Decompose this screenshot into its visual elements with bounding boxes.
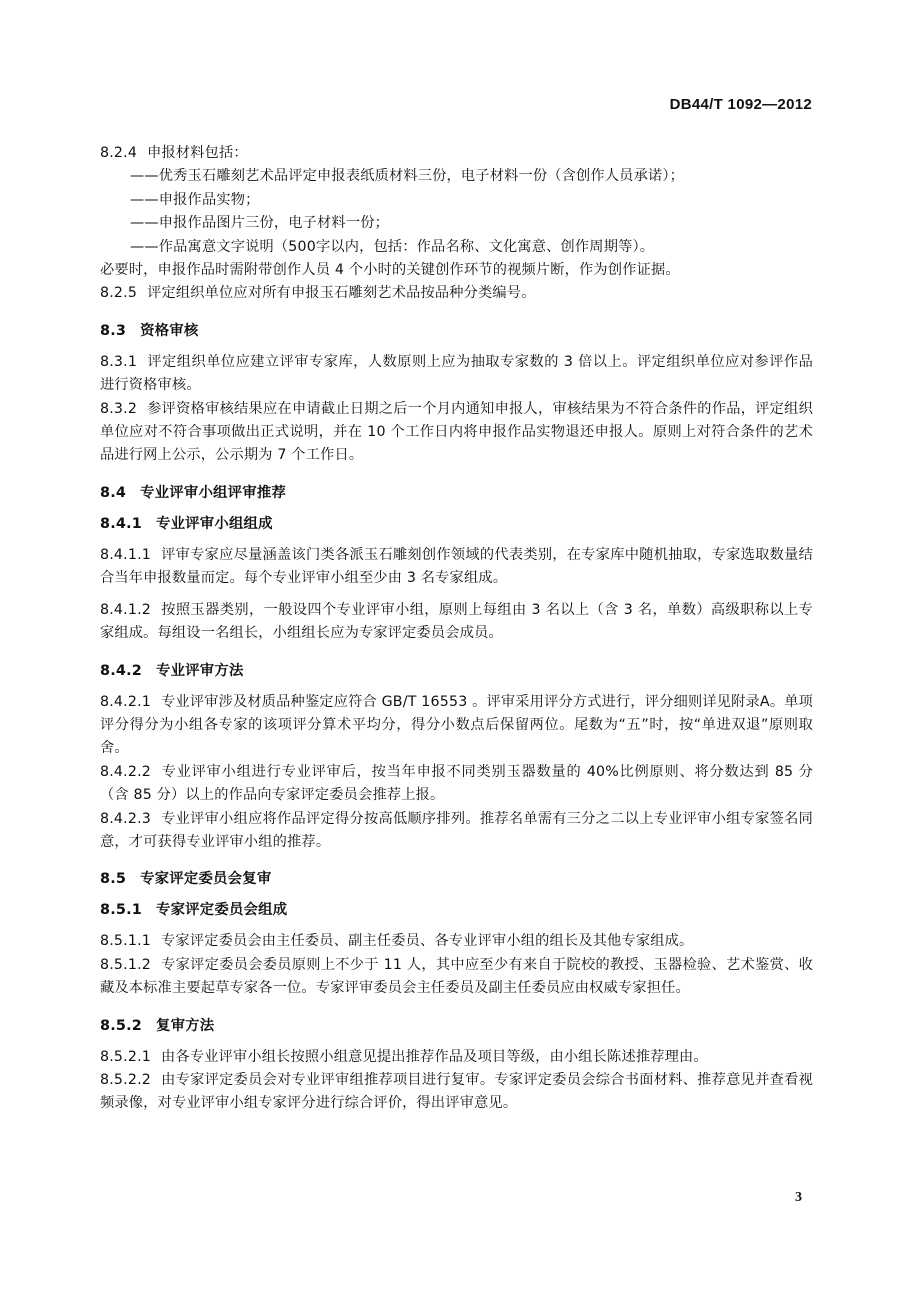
clause-8-5-1-1 (100, 930, 813, 953)
clause-8-5-2-1 (100, 1046, 813, 1069)
clause-text: 专业评审小组应将作品评定得分按高低顺序排列。推荐名单需有三分之二以上专业评审小组专家签名同意，才可获得专业评审小组的推荐。 (100, 810, 813, 850)
clause-number: 8.4.2.1 (100, 693, 152, 710)
heading-text: 专家评定委员会组成 (155, 902, 288, 919)
heading-8-4 (100, 482, 813, 505)
heading-text: 专业评审小组组成 (155, 515, 273, 532)
clause-number: 8.4.1.2 (100, 601, 152, 618)
heading-text: 资格审核 (140, 322, 199, 339)
clause-8-5-1-2 (100, 954, 813, 1001)
heading-text: 专家评定委员会复审 (140, 871, 272, 888)
clause-note: 必要时，申报作品时需附带创作人员 4 个小时的关键创作环节的视频片断，作为创作证据。 (100, 262, 680, 279)
clause-text: 专业评审涉及材质品种鉴定应符合 GB/T 16553 。评审采用评分方式进行，评分细则详见附录A。单项评分得分为小组各专家的该项评分算术平均分，得分小数点后保留两位。尾数为“五”时，按“单进双退”原则取舍。 (100, 693, 813, 757)
heading-8-3 (100, 320, 813, 343)
clause-text: 按照玉器类别，一般设四个专业评审小组，原则上每组由 3 名以上（含 3 名，单数）高级职称以上专家组成。每组设一名组长，小组组长应为专家评定委员会成员。 (100, 601, 813, 642)
clause-8-4-1-2 (100, 599, 813, 646)
heading-8-4-1 (100, 513, 813, 536)
heading-text: 专业评审方法 (155, 662, 244, 679)
clause-number: 8.2.4 (100, 145, 138, 161)
heading-8-5-2 (100, 1015, 813, 1038)
heading-number: 8.5.2 (100, 1017, 142, 1034)
list-item: ——优秀玉石雕刻艺术品评定申报表纸质材料三份，电子材料一份（含创作人员承诺）； (130, 168, 685, 185)
clause-number: 8.4.1.1 (100, 546, 152, 563)
clause-8-4-2-3 (100, 808, 813, 855)
heading-number: 8.5.1 (100, 902, 142, 919)
heading-number: 8.4.1 (100, 515, 142, 532)
clause-8-3-1 (100, 351, 813, 398)
heading-8-4-2 (100, 660, 813, 683)
clause-8-5-2-2 (100, 1069, 813, 1116)
clause-8-3-2 (100, 398, 813, 468)
clause-text: 申报材料包括： (147, 145, 248, 161)
heading-text: 专业评审小组评审推荐 (140, 484, 287, 501)
clause-text: 评定组织单位应对所有申报玉石雕刻艺术品按品种分类编号。 (147, 285, 536, 302)
clause-number: 8.4.2.2 (100, 763, 152, 780)
clause-number: 8.5.1.1 (100, 933, 152, 950)
clause-number: 8.4.2.3 (100, 810, 152, 827)
document-body (100, 142, 813, 1116)
heading-number: 8.3 (100, 322, 127, 339)
clause-number: 8.5.2.2 (100, 1071, 152, 1088)
clause-text: 参评资格审核结果应在申请截止日期之后一个月内通知申报人，审核结果为不符合条件的作品，评定组织单位应对不符合事项做出正式说明，并在 10 个工作日内将申报作品实物退还申报人。原则上对符合条件的艺术品进行网上公示，公示期为 7 个工作日。 (100, 400, 813, 464)
heading-number: 8.4 (100, 484, 127, 501)
clause-8-4-2-1 (100, 691, 813, 761)
clause-text: 专业评审小组进行专业评审后，按当年申报不同类别玉器数量的 40%比例原则、将分数达到 85 分（含 85 分）以上的作品向专家评定委员会推荐上报。 (100, 763, 813, 804)
heading-text: 复审方法 (155, 1017, 215, 1034)
clause-text: 由各专业评审小组长按照小组意见提出推荐作品及项目等级，由小组长陈述推荐理由。 (161, 1048, 708, 1065)
heading-8-5 (100, 868, 813, 891)
standard-code: DB44/T 1092—2012 (669, 96, 812, 113)
clause-number: 8.5.1.2 (100, 956, 152, 973)
clause-text: 专家评定委员会由主任委员、副主任委员、各专业评审小组的组长及其他专家组成。 (161, 933, 694, 950)
clause-8-2-5 (100, 282, 813, 305)
clause-number: 8.3.2 (100, 400, 138, 417)
clause-number: 8.5.2.1 (100, 1048, 152, 1065)
clause-8-4-1-1 (100, 544, 813, 591)
clause-text: 专家评定委员会委员原则上不少于 11 人，其中应至少有来自于院校的教授、玉器检验、艺术鉴赏、收藏及本标准主要起草专家各一位。专家评审委员会主任委员及副主任委员应由权威专家担任。 (100, 956, 813, 997)
clause-text: 由专家评定委员会对专业评审组推荐项目进行复审。专家评定委员会综合书面材料、推荐意见并查看视频录像，对专业评审小组专家评分进行综合评价，得出评审意见。 (100, 1071, 813, 1112)
clause-text: 评定组织单位应建立评审专家库，人数原则上应为抽取专家数的 3 倍以上。评定组织单位应对参评作品进行资格审核。 (100, 353, 813, 394)
clause-8-2-4 (100, 142, 813, 165)
list-item: ——申报作品图片三份，电子材料一份； (130, 215, 389, 232)
list-item: ——作品寓意文字说明（500字以内，包括：作品名称、文化寓意、创作周期等）。 (130, 238, 655, 255)
clause-text: 评审专家应尽量涵盖该门类各派玉石雕刻创作领域的代表类别，在专家库中随机抽取，专家选取数量结合当年申报数量而定。每个专业评审小组至少由 3 名专家组成。 (100, 546, 813, 587)
heading-number: 8.4.2 (100, 662, 142, 679)
list-item: ——申报作品实物； (130, 191, 260, 208)
page-number: 3 (795, 1190, 802, 1205)
clause-number: 8.3.1 (100, 353, 138, 370)
clause-8-4-2-2 (100, 761, 813, 808)
heading-number: 8.5 (100, 871, 127, 888)
clause-number: 8.2.5 (100, 285, 138, 302)
heading-8-5-1 (100, 899, 813, 922)
